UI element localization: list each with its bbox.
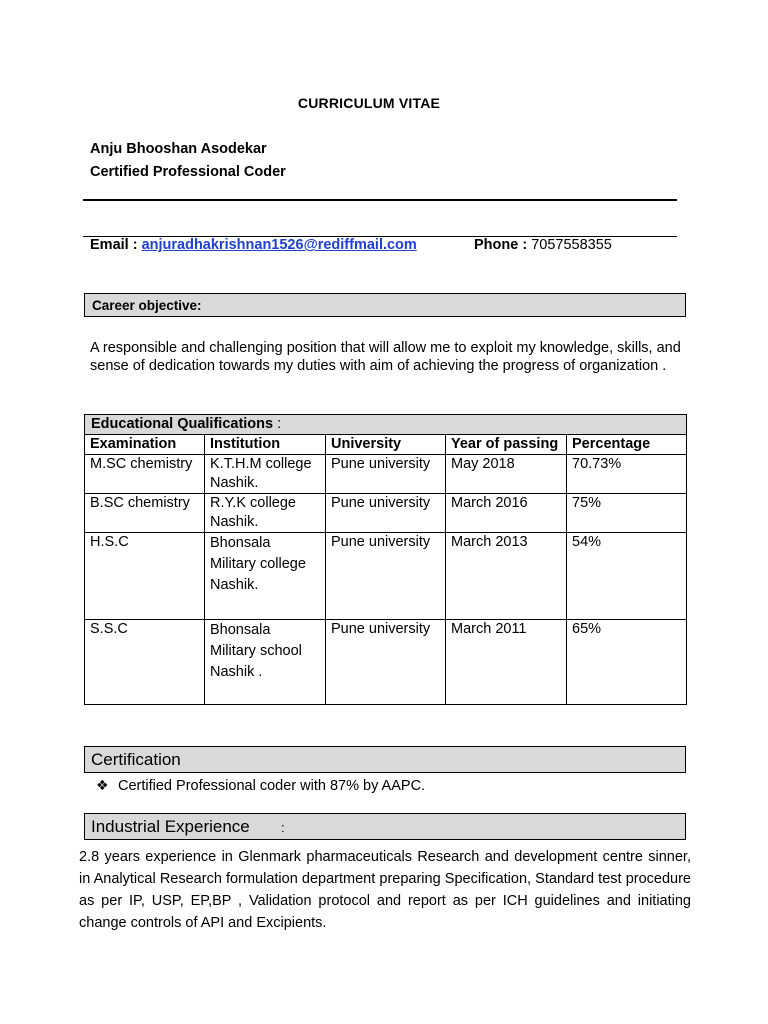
percentage-cell: 70.73%	[567, 455, 687, 494]
institution-cell: K.T.H.M college Nashik.	[205, 455, 326, 494]
institution-cell: Bhonsala Military college Nashik.	[205, 533, 326, 620]
candidate-name: Anju Bhooshan Asodekar	[90, 141, 267, 157]
column-header: Year of passing	[446, 435, 567, 455]
table-row	[85, 533, 687, 620]
industrial-experience-heading-bar	[84, 813, 686, 840]
education-header-row	[85, 435, 687, 455]
table-row	[85, 455, 687, 494]
university-cell: Pune university	[326, 455, 446, 494]
examination-cell: S.S.C	[85, 620, 205, 705]
year-cell: March 2013	[446, 533, 567, 620]
column-header: University	[326, 435, 446, 455]
industrial-experience-heading: Industrial Experience	[91, 817, 250, 836]
university-cell: Pune university	[326, 494, 446, 533]
phone-number: 7057558355	[531, 237, 612, 253]
industrial-experience-text: 2.8 years experience in Glenmark pharmaceuticals Research and development centre sinner, in Analytical Research formulation department preparing Specification, Standard test procedure as per IP, USP, EP,BP , Validation protocol and report as per ICH guidelines and initiating change controls of API and Excipients.	[79, 849, 691, 931]
education-caption-row	[85, 415, 687, 435]
certification-text: Certified Professional coder with 87% by AAPC.	[118, 778, 426, 794]
column-header: Percentage	[567, 435, 687, 455]
email-label: Email :	[90, 237, 138, 253]
phone-label: Phone :	[474, 237, 528, 253]
examination-cell: B.SC chemistry	[85, 494, 205, 533]
document-title: CURRICULUM VITAE	[297, 95, 441, 111]
divider-line	[83, 199, 677, 201]
phone-row	[474, 237, 612, 253]
heading-colon: :	[281, 820, 285, 835]
certification-heading: Certification	[91, 750, 181, 769]
education-table	[84, 414, 687, 705]
table-row	[85, 494, 687, 533]
examination-cell: H.S.C	[85, 533, 205, 620]
certification-item	[96, 777, 425, 794]
column-header: Institution	[205, 435, 326, 455]
institution-cell: R.Y.K college Nashik.	[205, 494, 326, 533]
percentage-cell: 54%	[567, 533, 687, 620]
career-objective-heading-bar	[84, 293, 686, 317]
email-link[interactable]: anjuradhakrishnan1526@rediffmail.com	[141, 237, 417, 253]
education-caption: Educational Qualifications :	[85, 415, 687, 435]
candidate-role: Certified Professional Coder	[90, 164, 286, 180]
column-header: Examination	[85, 435, 205, 455]
institution-cell: Bhonsala Military school Nashik .	[205, 620, 326, 705]
career-objective-heading: Career objective:	[92, 298, 202, 313]
certification-heading-bar	[84, 746, 686, 773]
percentage-cell: 65%	[567, 620, 687, 705]
percentage-cell: 75%	[567, 494, 687, 533]
examination-cell: M.SC chemistry	[85, 455, 205, 494]
year-cell: May 2018	[446, 455, 567, 494]
table-row	[85, 620, 687, 705]
year-cell: March 2011	[446, 620, 567, 705]
email-row	[90, 237, 417, 253]
university-cell: Pune university	[326, 620, 446, 705]
career-objective-text: A responsible and challenging position that will allow me to exploit my knowledge, skills, and sense of dedication towards my duties with aim of achieving the progress of organization .	[90, 340, 681, 374]
year-cell: March 2016	[446, 494, 567, 533]
diamond-bullet-icon: ❖	[96, 777, 109, 793]
university-cell: Pune university	[326, 533, 446, 620]
